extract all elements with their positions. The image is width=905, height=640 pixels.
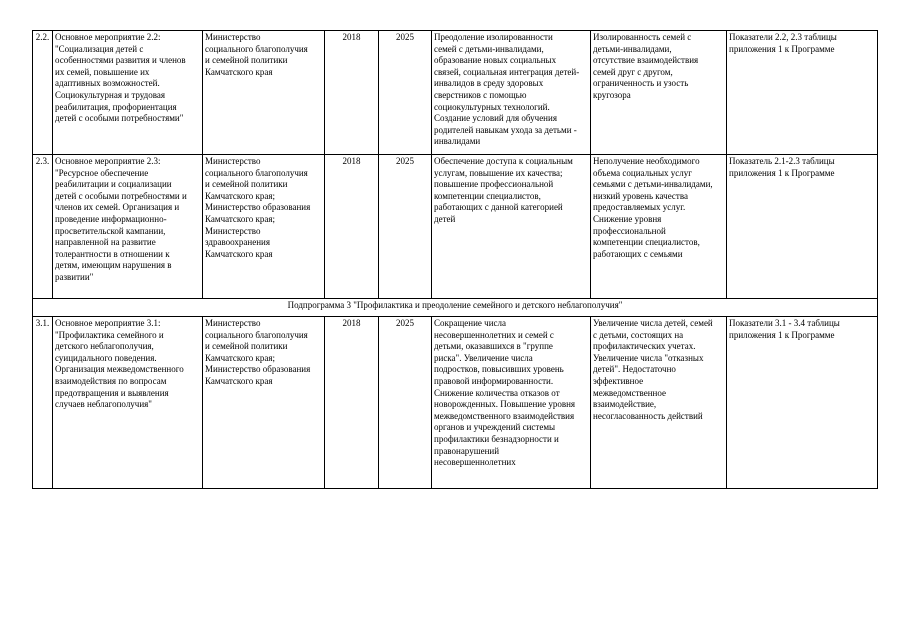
indicator-cell: Показатели 2.2, 2.3 таблицы приложения 1 к Программе xyxy=(727,31,878,155)
executor-cell: Министерство социального благополучия и семейной политики Камчатского края xyxy=(203,31,325,155)
table-row-2-3 xyxy=(33,155,878,299)
row-number: 2.2. xyxy=(33,31,53,155)
row-number: 3.1. xyxy=(33,317,53,489)
end-year-cell: 2025 xyxy=(379,317,432,489)
expected-result-cell: Обеспечение доступа к социальным услугам, повышение их качества; повышение профессиональной компетенции специалистов, работающих с данной категорией детей xyxy=(432,155,591,299)
indicator-cell: Показатели 3.1 - 3.4 таблицы приложения 1 к Программе xyxy=(727,317,878,489)
consequence-cell: Увеличение числа детей, семей с детьми, состоящих на профилактических учетах. Увеличение числа "отказных детей". Недостаточно эффективное межведомственное взаимодействие, несогласованность действий xyxy=(591,317,727,489)
row-number: 2.3. xyxy=(33,155,53,299)
start-year-cell: 2018 xyxy=(325,31,379,155)
table-row-3-1 xyxy=(33,317,878,489)
activity-cell: Основное мероприятие 2.3: "Ресурсное обеспечение реабилитации и социализации детей с особыми потребностями и членов их семей. Организация и проведение информационно- просветительской кампании, направленной на развитие толерантности в отношении к детям, имеющим нарушения в развитии" xyxy=(53,155,203,299)
end-year-cell: 2025 xyxy=(379,155,432,299)
indicator-cell: Показатель 2.1-2.3 таблицы приложения 1 к Программе xyxy=(727,155,878,299)
expected-result-cell: Преодоление изолированности семей с детьми-инвалидами, образование новых социальных связей, социальная интеграция детей- инвалидов в среду здоровых сверстников с помощью социокультурных технологий. Создание условий для обучения родителей навыкам ухода за детьми - инвалидами xyxy=(432,31,591,155)
consequence-cell: Неполучение необходимого объема социальных услуг семьями с детьми-инвалидами, низкий уровень качества предоставляемых услуг. Снижение уровня профессиональной компетенции специалистов, работающих с семьями xyxy=(591,155,727,299)
expected-result-cell: Сокращение числа несовершеннолетних и семей с детьми, оказавшихся в "группе риска". Увеличение числа подростков, повысивших уровень правовой информированности. Снижение количества отказов от новорожденных. Повышение уровня межведомственного взаимодействия органов и учреждений системы профилактики безнадзорности и правонарушений несовершеннолетних xyxy=(432,317,591,489)
executor-cell: Министерство социального благополучия и семейной политики Камчатского края; Министерство образования Камчатского края xyxy=(203,317,325,489)
program-activities-table xyxy=(32,30,878,489)
subprogram-title: Подпрограмма 3 "Профилактика и преодоление семейного и детского неблагополучия" xyxy=(33,299,878,317)
start-year-cell: 2018 xyxy=(325,155,379,299)
start-year-cell: 2018 xyxy=(325,317,379,489)
consequence-cell: Изолированность семей с детьми-инвалидами, отсутствие взаимодействия семей друг с другом, ограниченность и узость кругозора xyxy=(591,31,727,155)
table-row-2-2 xyxy=(33,31,878,155)
activity-cell: Основное мероприятие 2.2: "Социализация детей с особенностями развития и членов их семей, повышение их адаптивных возможностей. Социокультурная и трудовая реабилитация, профориентация детей с особыми потребностями" xyxy=(53,31,203,155)
activity-cell: Основное мероприятие 3.1: "Профилактика семейного и детского неблагополучия, суицидального поведения. Организация межведомственного взаимодействия по вопросам предотвращения и выявления случаев неблагополучия" xyxy=(53,317,203,489)
end-year-cell: 2025 xyxy=(379,31,432,155)
executor-cell: Министерство социального благополучия и семейной политики Камчатского края; Министерство образования Камчатского края; Министерство здравоохранения Камчатского края xyxy=(203,155,325,299)
subprogram-header-row xyxy=(33,299,878,317)
